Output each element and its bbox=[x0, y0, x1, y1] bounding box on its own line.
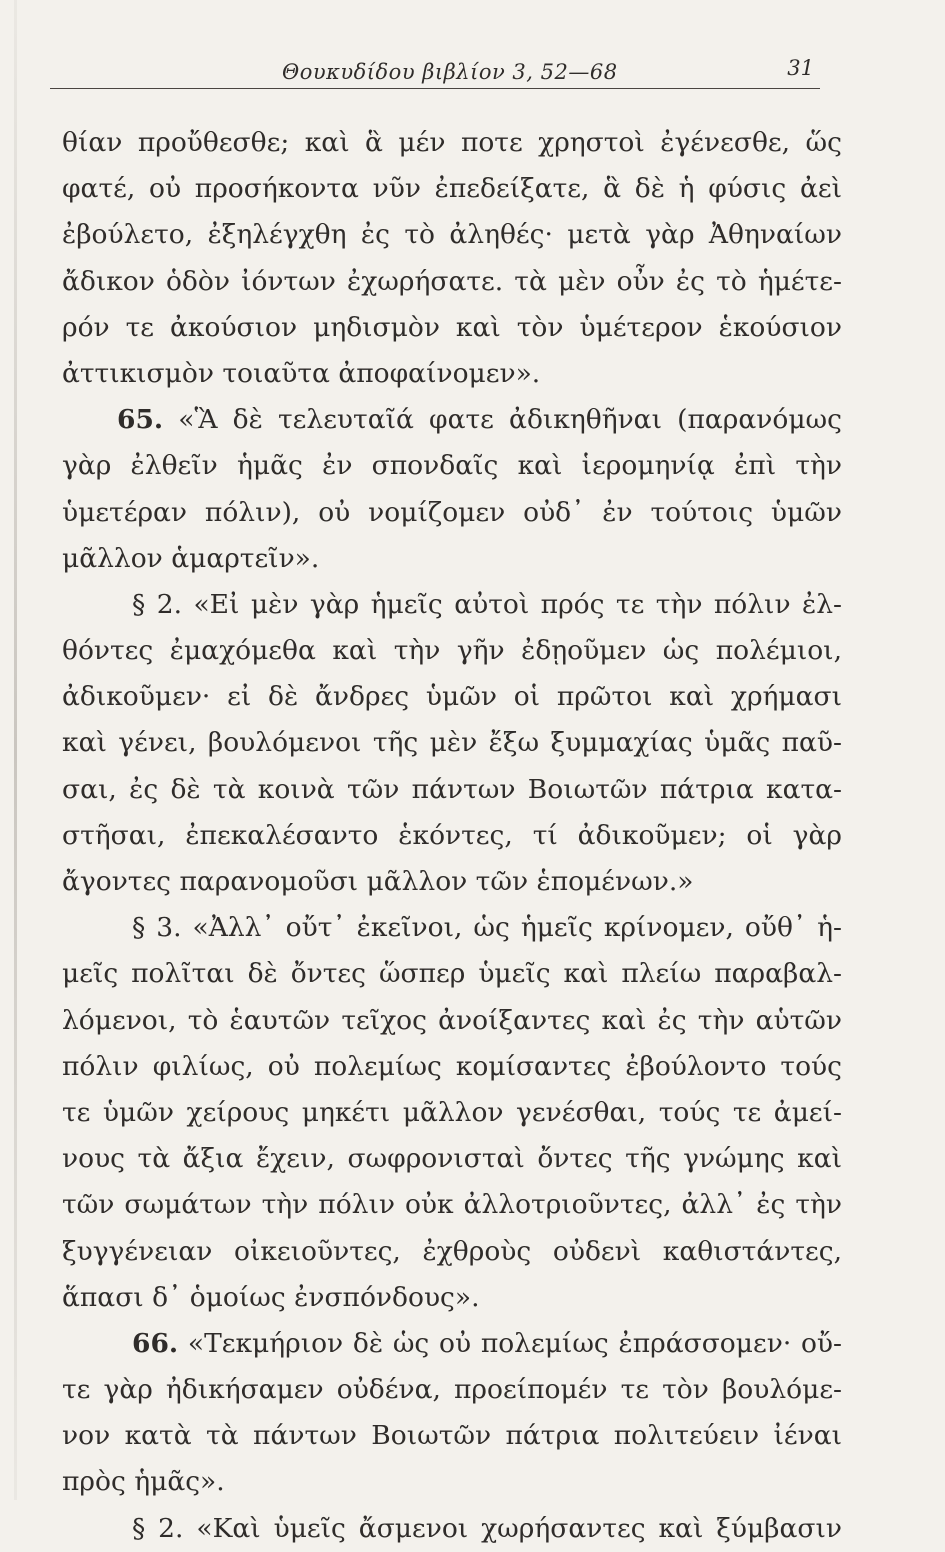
text-line: νους τὰ ἄξια ἔχειν, σωφρονισταὶ ὄντες τῆς γνώμης καὶ bbox=[62, 1143, 842, 1175]
text-line: ἀττικισμὸν τοιαῦτα ἀποφαίνομεν». bbox=[62, 357, 541, 389]
text-line: μεῖς πολῖται δὲ ὄντες ὥσπερ ὑμεῖς καὶ πλείω παραβαλ- bbox=[62, 958, 842, 990]
text-line: πρὸς ἡμᾶς». bbox=[62, 1466, 225, 1498]
section-line: § 2. «Εἰ μὲν γὰρ ἡμεῖς αὐτοὶ πρός τε τὴν πόλιν ἐλ- bbox=[132, 588, 842, 620]
text-line: ἄγοντες παρανομοῦσι μᾶλλον τῶν ἑπομένων.» bbox=[62, 866, 694, 897]
text-line: ἐβούλετο, ἐξηλέγχθη ἐς τὸ ἀληθές· μετὰ γὰρ Ἀθηναίων bbox=[62, 219, 842, 251]
header-rule bbox=[50, 88, 820, 89]
text-line: γὰρ ἐλθεῖν ἡμᾶς ἐν σπονδαῖς καὶ ἱερομηνίᾳ ἐπὶ τὴν bbox=[62, 450, 842, 482]
running-title: Θουκυδίδου βιβλίον 3, 52—68 bbox=[282, 60, 618, 84]
text-line: καὶ γένει, βουλόμενοι τῆς μὲν ἔξω ξυμμαχίας ὑμᾶς παῦ- bbox=[62, 727, 842, 759]
chapter-line: 65. «Ἃ δὲ τελευταῖά φατε ἀδικηθῆναι (παρανόμως bbox=[117, 404, 842, 436]
chapter-number: 65. bbox=[117, 404, 164, 436]
text-line: στῆσαι, ἐπεκαλέσαντο ἑκόντες, τί ἀδικοῦμεν; οἱ γὰρ bbox=[62, 819, 842, 851]
text-line: πόλιν φιλίως, οὐ πολεμίως κομίσαντες ἐβούλοντο τούς bbox=[62, 1050, 842, 1082]
text-line: τε ὑμῶν χείρους μηκέτι μᾶλλον γενέσθαι, τούς τε ἀμεί- bbox=[62, 1096, 842, 1128]
binding-edge bbox=[14, 0, 17, 1500]
section-line: § 3. «Ἀλλ᾽ οὔτ᾽ ἐκεῖνοι, ὡς ἡμεῖς κρίνομεν, οὔθ᾽ ἡ- bbox=[132, 912, 842, 944]
chapter-number: 66. bbox=[132, 1327, 179, 1359]
section-line: § 2. «Καὶ ὑμεῖς ἄσμενοι χωρήσαντες καὶ ξύμβασιν bbox=[132, 1512, 842, 1544]
text-line: ὑμετέραν πόλιν), οὐ νομίζομεν οὐδ᾽ ἐν τούτοις ὑμῶν bbox=[62, 496, 842, 528]
text-line: τῶν σωμάτων τὴν πόλιν οὐκ ἀλλοτριοῦντες, ἀλλ᾽ ἐς τὴν bbox=[62, 1189, 842, 1221]
body-text bbox=[62, 120, 842, 1552]
text-line: νον κατὰ τὰ πάντων Βοιωτῶν πάτρια πολιτεύειν ἰέναι bbox=[62, 1420, 842, 1452]
text-line: ἄδικον ὁδὸν ἰόντων ἐχωρήσατε. τὰ μὲν οὖν ἐς τὸ ἡμέτε- bbox=[62, 265, 842, 297]
text-line: ἅπασι δ᾽ ὁμοίως ἐνσπόνδους». bbox=[62, 1281, 480, 1313]
running-header bbox=[50, 56, 820, 92]
text-line: θίαν προὔθεσθε; καὶ ἃ μέν ποτε χρηστοὶ ἐγένεσθε, ὥς bbox=[62, 127, 842, 158]
chapter-line: 66. «Τεκμήριον δὲ ὡς οὐ πολεμίως ἐπράσσομεν· οὔ- bbox=[132, 1327, 842, 1359]
text-line: φατέ, οὐ προσήκοντα νῦν ἐπεδείξατε, ἃ δὲ ἡ φύσις ἀεὶ bbox=[62, 173, 842, 205]
page-number: 31 bbox=[787, 56, 814, 80]
text-line: λόμενοι, τὸ ἑαυτῶν τεῖχος ἀνοίξαντες καὶ ἐς τὴν αὑτῶν bbox=[62, 1004, 842, 1036]
text-line: ρόν τε ἀκούσιον μηδισμὸν καὶ τὸν ὑμέτερον ἑκούσιον bbox=[62, 311, 842, 343]
text-line: ξυγγένειαν οἰκειοῦντες, ἐχθροὺς οὐδενὶ καθιστάντες, bbox=[62, 1235, 842, 1267]
text-line: τε γὰρ ἠδικήσαμεν οὐδένα, προείπομέν τε τὸν βουλόμε- bbox=[62, 1374, 842, 1406]
text-line: ἀδικοῦμεν· εἰ δὲ ἄνδρες ὑμῶν οἱ πρῶτοι καὶ χρήμασι bbox=[62, 681, 842, 713]
text-line: θόντες ἐμαχόμεθα καὶ τὴν γῆν ἐδῃοῦμεν ὡς πολέμιοι, bbox=[62, 635, 842, 667]
text-line: σαι, ἐς δὲ τὰ κοινὰ τῶν πάντων Βοιωτῶν πάτρια κατα- bbox=[62, 773, 842, 805]
text-line: μᾶλλον ἁμαρτεῖν». bbox=[62, 542, 320, 574]
